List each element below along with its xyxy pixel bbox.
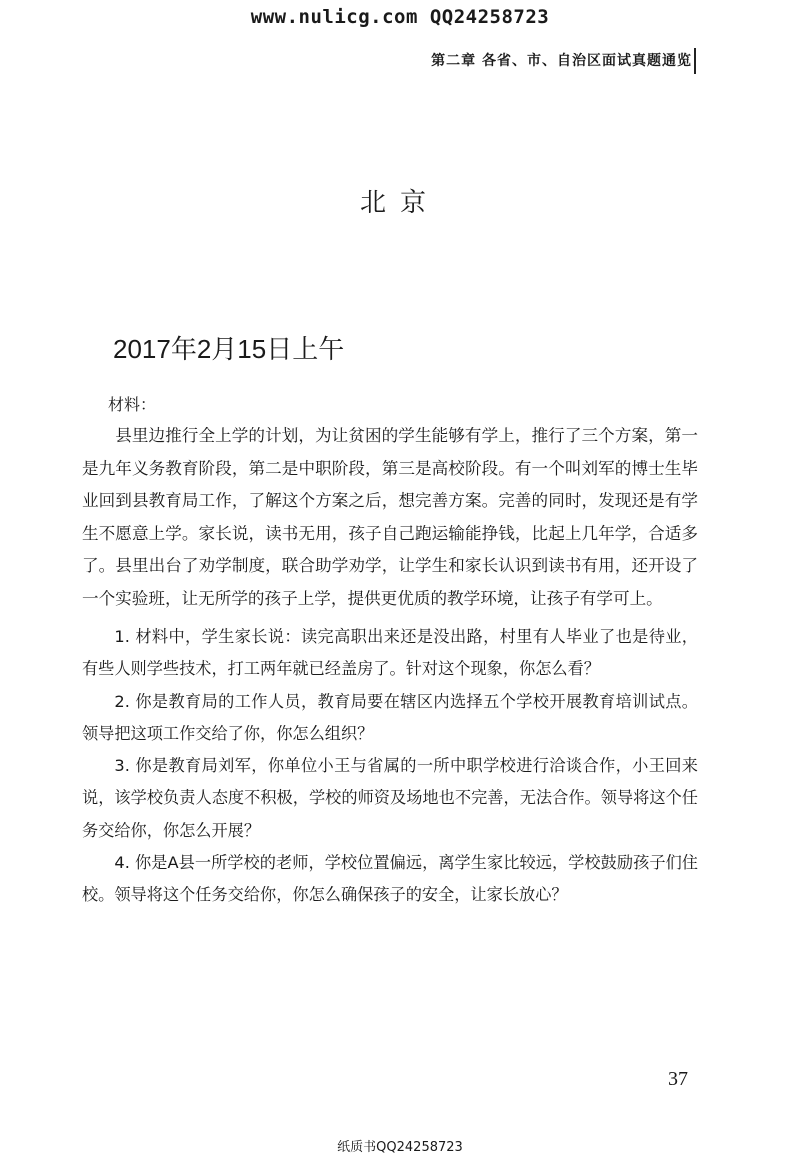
question-4: 4. 你是A县一所学校的老师，学校位置偏远，离学生家比较远，学校鼓励孩子们住校。领导将这个任务交给你，你怎么确保孩子的安全，让家长放心？ xyxy=(82,853,698,905)
question-1: 1. 材料中，学生家长说：读完高职出来还是没出路，村里有人毕业了也是待业，有些人则学些技术，打工两年就已经盖房了。针对这个现象，你怎么看？ xyxy=(82,627,698,679)
watermark-bottom: 纸质书QQ24258723 xyxy=(337,1140,463,1155)
material-paragraph: 县里边推行全上学的计划，为让贫困的学生能够有学上，推行了三个方案，第一是九年义务教育阶段，第二是中职阶段，第三是高校阶段。有一个叫刘军的博士生毕业回到县教育局工作，了解这个方案之后，想完善方案。完善的同时，发现还是有学生不愿意上学。家长说，读书无用，孩子自己跑运输能挣钱，比起上几年学，合适多了。县里出台了劝学制度，联合助学劝学，让学生和家长认识到读书有用，还开设了一个实验班，让无所学的孩子上学，提供更优质的教学环境，让孩子有学可上。 xyxy=(82,426,698,608)
material-body xyxy=(82,420,698,615)
page-number: 37 xyxy=(668,1068,688,1090)
chapter-header: 第二章 各省、市、自治区面试真题通览 xyxy=(431,53,692,69)
watermark-top: www.nulicg.com QQ24258723 xyxy=(250,6,550,28)
header-divider xyxy=(694,48,696,74)
page-title: 北京 xyxy=(359,188,440,218)
question-3: 3. 你是教育局刘军，你单位小王与省属的一所中职学校进行洽谈合作，小王回来说，该学校负责人态度不积极，学校的师资及场地也不完善，无法合作。领导将这个任务交给你，你怎么开展？ xyxy=(82,756,698,840)
material-label: 材料： xyxy=(108,395,157,414)
question-2: 2. 你是教育局的工作人员，教育局要在辖区内选择五个学校开展教育培训试点。领导把这项工作交给了你，你怎么组织？ xyxy=(82,691,698,743)
section-date: 2017年2月15日上午 xyxy=(113,334,345,364)
question-list xyxy=(82,621,698,912)
